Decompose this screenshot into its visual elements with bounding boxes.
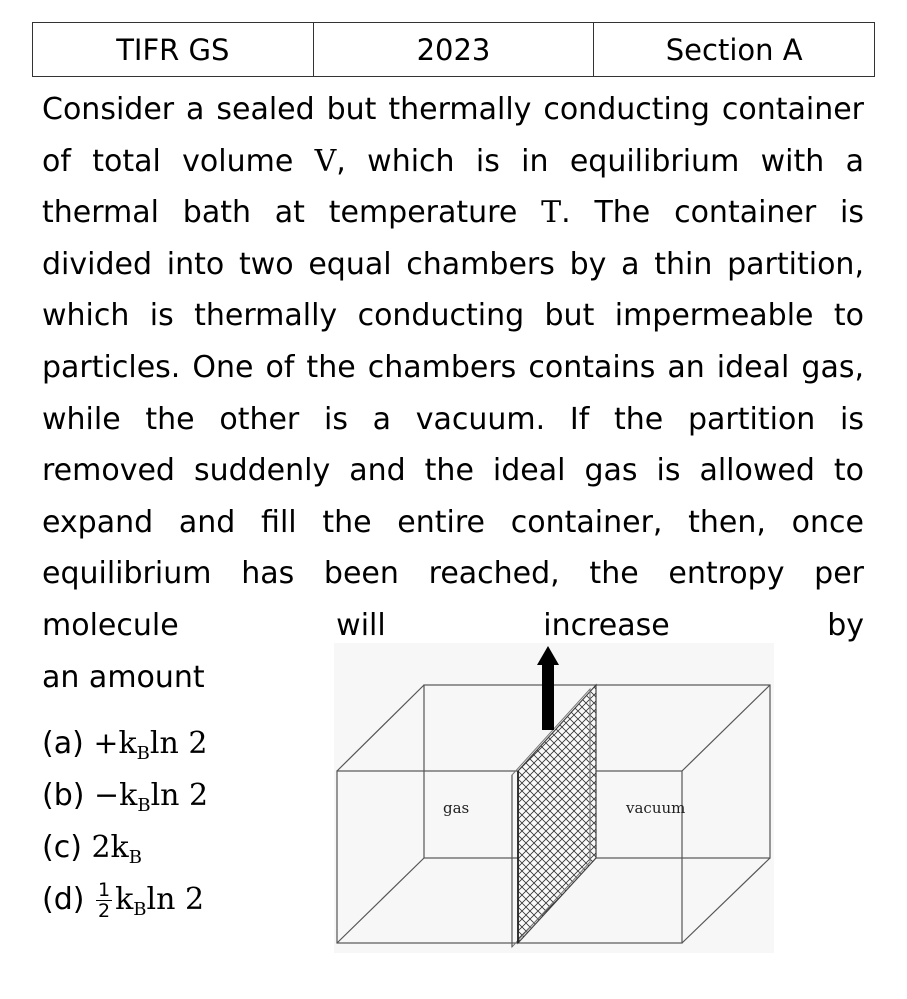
container-diagram <box>334 643 774 953</box>
header-section: Section A <box>594 23 875 77</box>
option-expression <box>93 726 208 764</box>
option-subscript: B <box>137 795 151 816</box>
question-line: container is divided into two equal chambers by a <box>42 195 864 282</box>
option-expression <box>94 778 209 816</box>
option-term: ln 2 <box>146 882 205 917</box>
option-d[interactable] <box>42 874 208 926</box>
option-label: (b) <box>42 778 94 813</box>
option-term: ln 2 <box>150 778 209 813</box>
question-line: container of total volume <box>42 92 864 179</box>
question-line: with a thermal bath at temperature <box>42 143 864 231</box>
option-term: k <box>115 882 134 917</box>
header-row <box>33 23 875 77</box>
temperature-symbol: T <box>541 195 562 231</box>
option-label: (d) <box>42 882 94 917</box>
option-label: (a) <box>42 726 94 761</box>
option-expression <box>91 830 142 868</box>
fraction-numerator: 1 <box>98 879 111 901</box>
header-exam: TIFR GS <box>33 23 314 77</box>
answer-options <box>42 718 208 926</box>
header-year: 2023 <box>313 23 594 77</box>
question-line: If the partition is removed suddenly and the ideal <box>42 401 864 489</box>
question-line: , which is in equilibrium <box>336 143 740 179</box>
option-term: ln 2 <box>149 726 208 761</box>
option-label: (c) <box>42 830 92 865</box>
option-term: 2k <box>91 830 129 865</box>
vacuum-label: vacuum <box>626 799 686 817</box>
option-term: −k <box>94 778 138 813</box>
option-subscript: B <box>136 743 150 764</box>
header-table <box>32 22 875 77</box>
gas-label: gas <box>443 799 470 817</box>
question-line: gas is allowed to expand and fill the entire <box>42 453 864 540</box>
question-line: contains an ideal gas, while the other is a vacuum. <box>42 349 864 437</box>
question-line: reached, the entropy per molecule will increase by <box>42 556 865 643</box>
option-term: +k <box>93 726 137 761</box>
question-line: thin partition, which is thermally conducting but <box>42 246 864 334</box>
option-a[interactable] <box>42 718 208 770</box>
fraction <box>96 880 112 921</box>
fraction-denominator: 2 <box>98 900 111 922</box>
option-c[interactable] <box>42 822 208 874</box>
question-text <box>42 84 864 703</box>
question-line: an amount <box>42 659 205 695</box>
question-line: . The <box>561 195 651 231</box>
question-line: impermeable to particles. One of the chambers <box>42 298 864 385</box>
option-subscript: B <box>133 899 147 920</box>
option-b[interactable] <box>42 770 208 822</box>
option-expression <box>115 882 205 920</box>
option-subscript: B <box>128 847 142 868</box>
question-line: Consider a sealed but thermally conducting <box>42 92 710 127</box>
volume-symbol: V <box>314 143 337 179</box>
question-line: container, then, once equilibrium has been <box>42 504 864 592</box>
